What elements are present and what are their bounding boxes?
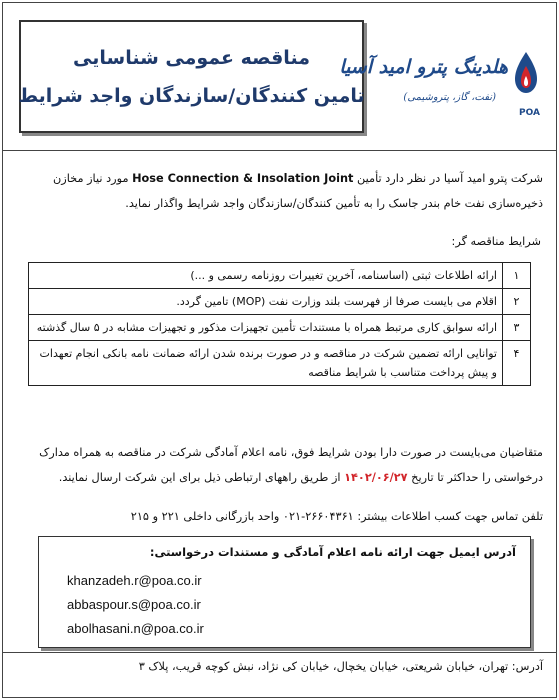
email-link[interactable]: abolhasani.n@poa.co.ir (67, 621, 204, 636)
tender-title-line2: تامین کنندگان/سازندگان واجد شرایط (18, 84, 365, 107)
condition-text: ارائه سوابق کاری مرتبط همراه با مستندات تأمین تجهیزات مذکور و تجهیزات مشابه در ۵ سال گذشته (29, 315, 503, 341)
applicants-line2 (18, 465, 543, 490)
logo-subtitle: (نفت، گاز، پتروشیمی) (403, 92, 496, 103)
table-row (29, 315, 531, 341)
condition-number: ۳ (503, 315, 531, 341)
condition-number: ۲ (503, 289, 531, 315)
footer-divider (2, 652, 557, 653)
tender-title-line1: مناقصه عمومی شناسایی (73, 46, 310, 69)
header-divider (2, 150, 557, 151)
conditions-title: شرایط مناقصه گر: (451, 235, 541, 248)
condition-text: ارائه اطلاعات ثبتی (اساسنامه، آخرین تغییرات روزنامه رسمی و ...) (29, 263, 503, 289)
table-row (29, 263, 531, 289)
applicants-line2-before: درخواستی را حداکثر تا تاریخ (411, 471, 543, 484)
company-logo (339, 38, 542, 118)
company-address: آدرس: تهران، خیابان شریعتی، خیابان یخچال، خیابان کی نژاد، نبش کوچه قریب، پلاک ۳ (138, 660, 543, 673)
condition-number: ۴ (503, 341, 531, 386)
conditions-table (28, 262, 531, 386)
applicants-line1: متقاضیان می‌بایست در صورت دارا بودن شرایط فوق، نامه اعلام آمادگی شرکت در مناقصه به همراه مدارک (39, 446, 543, 459)
intro-after-product: مورد نیاز مخازن ذخیره‌سازی نفت خام بندر جاسک را به تأمین کنندگان/سازندگان واجد شرایط واگذار نماید. (52, 172, 543, 210)
email-link[interactable]: khanzadeh.r@poa.co.ir (67, 573, 202, 588)
intro-before-product: شرکت پترو امید آسیا در نظر دارد تأمین (357, 172, 543, 185)
email-link[interactable]: abbaspour.s@poa.co.ir (67, 597, 201, 612)
product-name: Hose Connection & Insolation Joint (132, 172, 354, 185)
logo-company-name: هلدینگ پترو امید آسیا (339, 56, 508, 78)
logo-abbreviation: POA (519, 108, 540, 118)
applicants-line2-after: از طریق راههای ارتباطی ذیل برای این شرکت ارسال نمایند. (58, 471, 341, 484)
contact-phone: تلفن تماس جهت کسب اطلاعات بیشتر: ۲۶۶۰۴۳۶۱-۰۲۱ واحد بازرگانی داخلی ۲۲۱ و ۲۱۵ (130, 510, 543, 523)
tender-title-box (19, 20, 364, 133)
condition-text: اقلام می بایست صرفا از فهرست بلند وزارت نفت (MOP) تامین گردد. (29, 289, 503, 315)
table-row (29, 289, 531, 315)
condition-number: ۱ (503, 263, 531, 289)
email-box-title: آدرس ایمیل جهت ارائه نامه اعلام آمادگی و مستندات درخواستی: (149, 545, 516, 559)
applicants-paragraph (18, 440, 543, 490)
condition-text: توانایی ارائه تضمین شرکت در مناقصه و در صورت برنده شدن ارائه ضمانت نامه بانکی انجام تعهدات و پیش پرداخت متناسب با شرایط مناقصه (29, 341, 503, 386)
table-row (29, 341, 531, 386)
flame-drop-icon (512, 48, 540, 108)
intro-paragraph (18, 166, 543, 216)
email-box (38, 536, 531, 648)
deadline-date: ۱۴۰۲/۰۶/۲۷ (344, 471, 408, 484)
